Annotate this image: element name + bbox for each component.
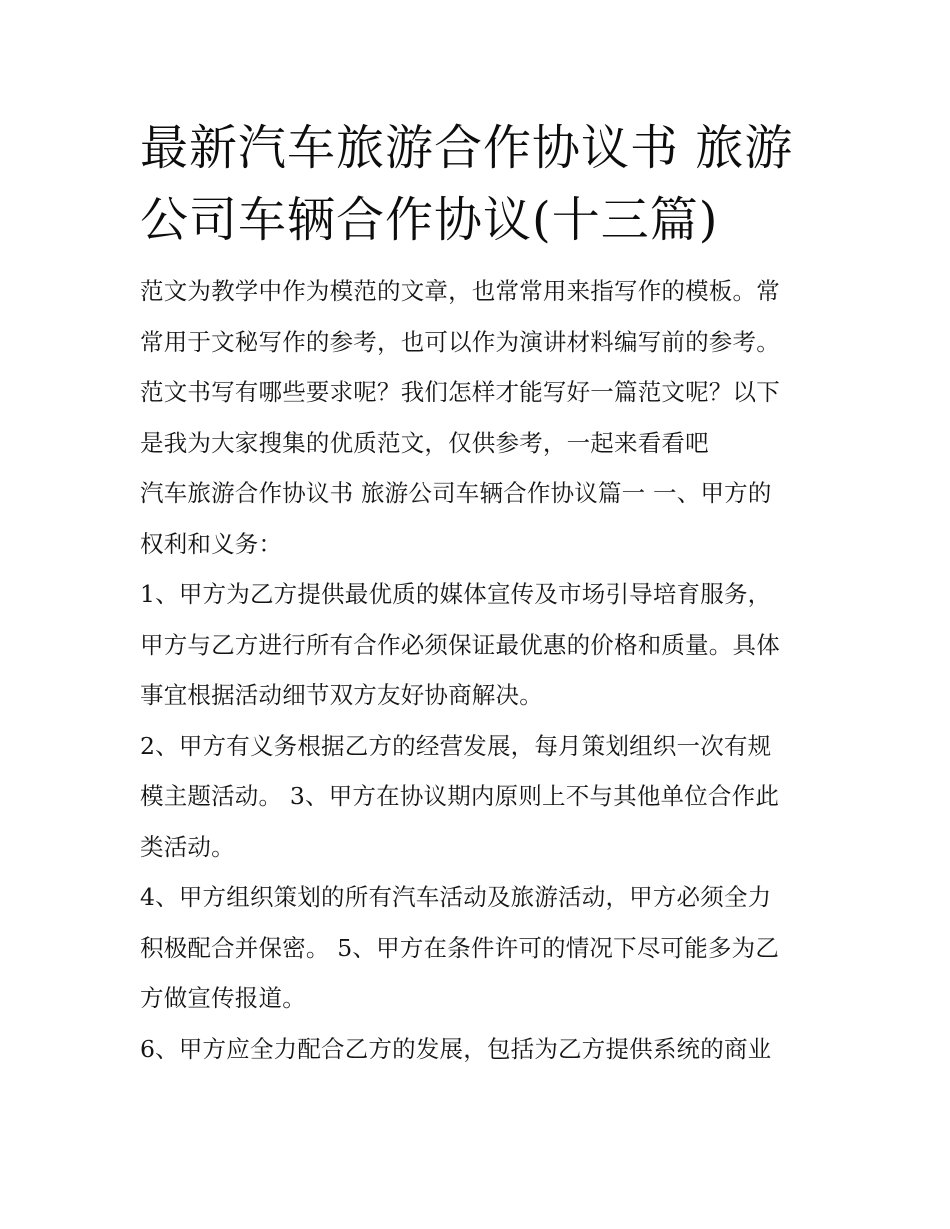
body-line: 权利和义务： [140, 529, 283, 558]
document-body [140, 266, 820, 1074]
body-line: 6、甲方应全力配合乙方的发展，包括为乙方提供系统的商业 [140, 1034, 772, 1063]
body-line: 类活动。 [140, 832, 235, 861]
body-line: 常用于文秘写作的参考，也可以作为演讲材料编写前的参考。 [140, 327, 780, 356]
document-content [140, 112, 820, 1074]
body-line: 是我为大家搜集的优质范文，仅供参考，一起来看看吧 [140, 428, 709, 457]
body-line: 范文书写有哪些要求呢？我们怎样才能写好一篇范文呢？以下 [140, 378, 780, 406]
body-line: 积极配合并保密。 5、甲方在条件许可的情况下尽可能多为乙 [140, 933, 780, 962]
title-line: 最新汽车旅游合作协议书 旅游 [140, 120, 794, 176]
body-line: 方做宣传报道。 [140, 984, 306, 1012]
document-title [140, 112, 820, 256]
body-line: 范文为教学中作为模范的文章，也常常用来指写作的模板。常 [140, 277, 780, 305]
body-line: 1、甲方为乙方提供最优质的媒体宣传及市场引导培育服务， [140, 580, 772, 608]
body-line: 汽车旅游合作协议书 旅游公司车辆合作协议篇一 一、甲方的 [140, 479, 772, 507]
body-line: 2、甲方有义务根据乙方的经营发展，每月策划组织一次有规 [140, 731, 772, 760]
body-line: 事宜根据活动细节双方友好协商解决。 [140, 681, 543, 709]
body-line: 甲方与乙方进行所有合作必须保证最优惠的价格和质量。具体 [140, 630, 780, 659]
body-line: 4、甲方组织策划的所有汽车活动及旅游活动，甲方必须全力 [140, 883, 772, 911]
body-line: 模主题活动。 3、甲方在协议期内原则上不与其他单位合作此 [140, 782, 780, 810]
title-line: 公司车辆合作协议(十三篇) [140, 192, 719, 248]
